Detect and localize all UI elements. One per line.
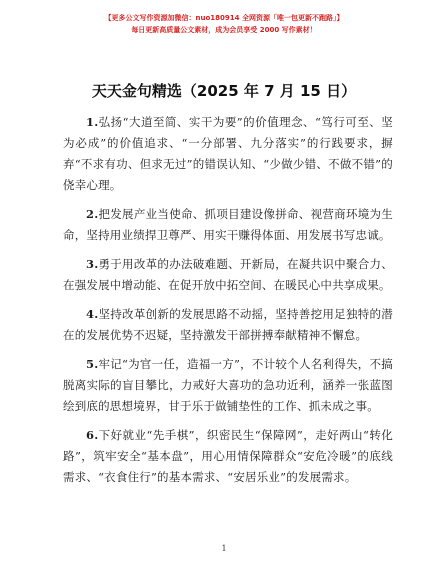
paragraph-number: 1. xyxy=(86,115,99,129)
promo-banner-line-2: 每日更新高质量公文素材，成为会员享受 2000 写作素材！ xyxy=(131,26,317,34)
paragraph-text: 把发展产业当使命、抓项目建设像拼命、视营商环境为生命，坚持用业绩捍卫尊严、用实干赚得体面、用发展书写忠诚。 xyxy=(63,207,393,242)
promo-banner-line-1: 【更多公文写作资源加微信：nuo180914 全网资源「唯一包更新不跑路」】 xyxy=(104,14,344,22)
paragraph-5 xyxy=(63,354,393,417)
paragraph-number: 4. xyxy=(86,307,99,321)
paragraph-4 xyxy=(63,304,393,346)
paragraph-number: 5. xyxy=(86,357,99,371)
paragraph-text: 牢记“为官一任，造福一方”，不计较个人名利得失，不搞脱离实际的盲目攀比，力戒好大喜功的急功近利，涵养一张蓝图绘到底的思想境界，甘于乐于做铺垫性的工作、抓未成之事。 xyxy=(63,357,393,413)
paragraph-6 xyxy=(63,425,393,488)
paragraph-3 xyxy=(63,254,393,296)
paragraph-text: 弘扬“大道至简、实干为要”的价值理念、“笃行可至、坚为必成”的价值追求、“一分部署、九分落实”的行践要求，摒弃“不求有功、但求无过”的错误认知、“少做少错、不做不错”的侥幸心理。 xyxy=(63,115,393,192)
promo-banner xyxy=(0,12,448,36)
paragraph-number: 3. xyxy=(86,257,99,271)
document-body xyxy=(63,112,393,496)
paragraph-text: 坚持改革创新的发展思路不动摇，坚持善挖用足独特的潜在的发展优势不迟疑，坚持激发干部拼搏奉献精神不懈怠。 xyxy=(63,307,393,342)
paragraph-number: 6. xyxy=(86,428,99,442)
page-number: 1 xyxy=(221,544,227,553)
paragraph-text: 下好就业“先手棋”，织密民生“保障网”，走好两山“转化路”，筑牢安全“基本盘”，用心用情保障群众“安危冷暖”的底线需求、“衣食住行”的基本需求、“安居乐业”的发展需求。 xyxy=(63,428,393,484)
paragraph-number: 2. xyxy=(86,207,99,221)
paragraph-2 xyxy=(63,204,393,246)
paragraph-1 xyxy=(63,112,393,196)
document-title: 天天金句精选（2025 年 7 月 15 日） xyxy=(91,82,357,100)
paragraph-text: 勇于用改革的办法破难题、开新局，在凝共识中聚合力、在强发展中增动能、在促开放中拓空间、在暖民心中共享成果。 xyxy=(63,257,393,292)
